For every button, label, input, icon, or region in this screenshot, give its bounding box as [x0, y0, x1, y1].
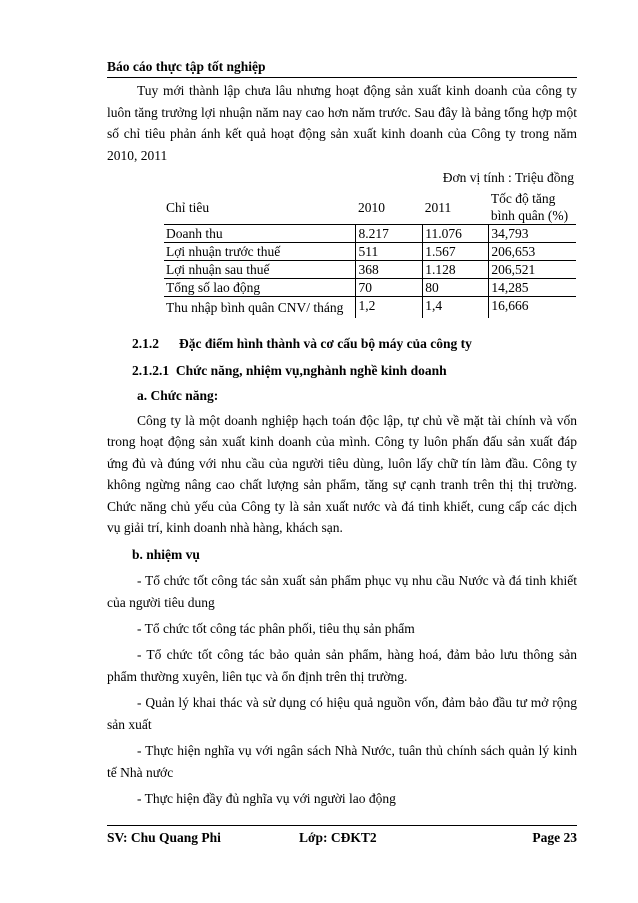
- page-content: [107, 80, 577, 810]
- table-cell: 368: [356, 261, 423, 279]
- subsection-number: 2.1.2.1: [132, 362, 170, 378]
- table-row: [164, 225, 576, 243]
- footer-class: Lớp: CĐKT2: [299, 830, 377, 845]
- table-header-cell: Tốc độ tăng bình quân (%): [490, 191, 569, 223]
- table-cell: Doanh thu: [164, 225, 356, 243]
- table-cell: 70: [356, 279, 423, 297]
- section-title: Đặc điểm hình thành và cơ cấu bộ máy của công ty: [179, 336, 472, 351]
- table-header-row: [164, 190, 576, 225]
- list-item: - Quản lý khai thác và sử dụng có hiệu quả nguồn vốn, đảm bảo đầu tư mở rộng sản xuất: [107, 695, 577, 732]
- part-b-heading: b. nhiệm vụ: [132, 546, 200, 562]
- table-cell: 80: [423, 279, 489, 297]
- table-cell: 206,653: [489, 243, 576, 261]
- footer-student: SV: Chu Quang Phi: [107, 830, 221, 845]
- table-cell: 206,521: [489, 261, 576, 279]
- table-cell: Lợi nhuận trước thuế: [164, 243, 356, 261]
- results-table: [164, 190, 576, 318]
- footer-rule: [107, 825, 577, 826]
- table-cell: 1,2: [356, 297, 423, 319]
- table-row: [164, 279, 576, 297]
- list-item: - Tổ chức tốt công tác phân phối, tiêu thụ sản phẩm: [137, 621, 415, 636]
- page-header: Báo cáo thực tập tốt nghiệp: [107, 59, 266, 74]
- table-cell: 16,666: [489, 297, 576, 319]
- table-row: [164, 297, 576, 319]
- table-cell: 1,4: [423, 297, 489, 319]
- header-rule: [107, 77, 577, 78]
- table-cell: Tổng số lao động: [164, 279, 356, 297]
- subsection-title: Chức năng, nhiệm vụ,nghành nghề kinh doanh: [175, 362, 447, 378]
- table-cell: 1.128: [423, 261, 489, 279]
- table-cell: 511: [356, 243, 423, 261]
- section-heading: [107, 333, 577, 355]
- part-a-paragraph: Công ty là một doanh nghiệp hạch toán độc lập, tự chủ về mặt tài chính và vốn trong hoạt động sản xuất kinh doanh của mình. Công ty luôn phấn đấu sản xuất đáp ứng đủ và đúng với nhu cầu của người tiêu dùng, luôn lấy chữ tín làm đầu. Công ty không ngừng nâng cao chất lượng sản phẩm, tăng sự cạnh tranh trên thị thị trường. Chức năng chủ yếu của Công ty là sản xuất nước và đá tinh khiết, cung cấp các dịch vụ giải trí, kinh doanh nhà hàng, khách sạn.: [107, 412, 577, 535]
- table-row: [164, 243, 576, 261]
- intro-paragraph: Tuy mới thành lập chưa lâu nhưng hoạt động sản xuất kinh doanh của công ty luôn tăng trưởng lợi nhuận năm nay cao hơn năm trước. Sau đây là bảng tổng hợp một số chỉ tiêu phản ánh kết quả hoạt động sản xuất kinh doanh của Công ty trong năm 2010, 2011: [107, 83, 577, 163]
- table-cell: Lợi nhuận sau thuế: [164, 261, 356, 279]
- table-cell: 34,793: [489, 225, 576, 243]
- table-cell: 1.567: [423, 243, 489, 261]
- table-header-cell: Chỉ tiêu: [166, 199, 210, 215]
- list-item: - Thực hiện đầy đủ nghĩa vụ với người lao động: [137, 791, 396, 806]
- table-cell: 11.076: [423, 225, 489, 243]
- list-item: - Tổ chức tốt công tác sản xuất sản phẩm phục vụ nhu cầu Nước và đá tinh khiết của người tiêu dung: [107, 573, 577, 610]
- table-row: [164, 261, 576, 279]
- table-header-cell: 2011: [424, 199, 452, 215]
- table-cell: 14,285: [489, 279, 576, 297]
- subsection-heading: [107, 360, 577, 382]
- section-number: 2.1.2: [132, 336, 159, 351]
- list-item: - Thực hiện nghĩa vụ với ngân sách Nhà Nước, tuân thủ chính sách quản lý kinh tế Nhà nước: [107, 743, 577, 780]
- table-cell: Thu nhập bình quân CNV/ tháng: [164, 297, 356, 319]
- unit-note: Đơn vị tính : Triệu đồng: [442, 170, 574, 185]
- list-item: - Tổ chức tốt công tác bảo quản sản phẩm, hàng hoá, đảm bảo lưu thông sản phẩm thường xuyên, liên tục và ổn định trên thị trường.: [107, 647, 577, 684]
- footer-page-number: Page 23: [532, 830, 577, 845]
- part-a-heading: a. Chức năng:: [137, 388, 219, 403]
- table-cell: 8.217: [356, 225, 423, 243]
- table-header-cell: 2010: [357, 199, 385, 215]
